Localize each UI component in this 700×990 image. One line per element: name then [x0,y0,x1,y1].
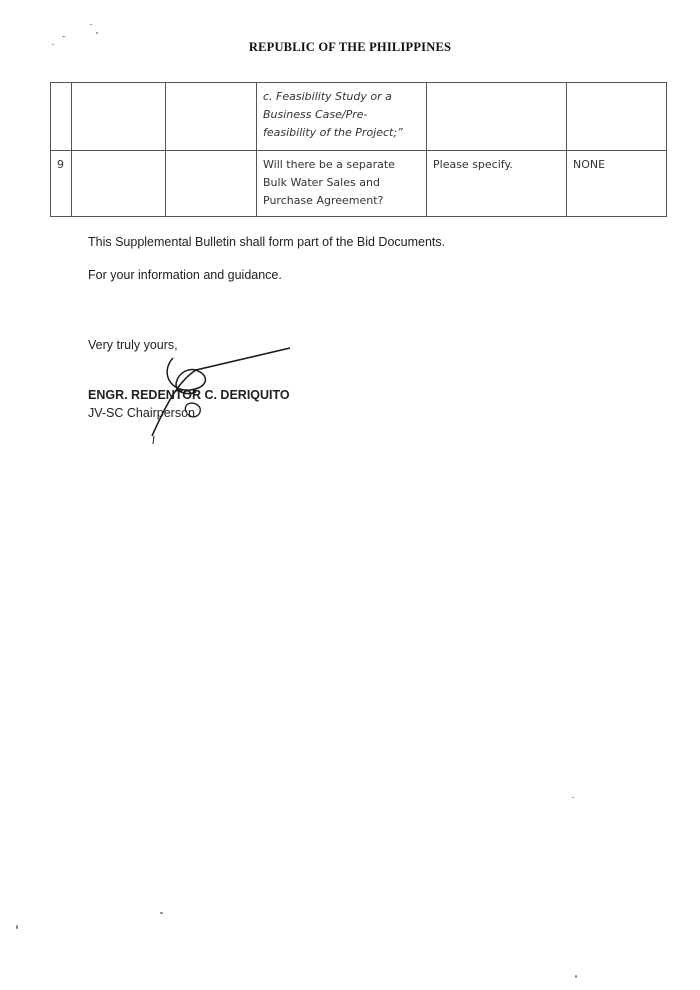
row-number-cell: 9 [51,151,72,217]
bulletin-table [50,82,667,217]
table-cell [166,83,257,151]
signatory-title: JV-SC Chairperson [88,406,195,420]
guidance-statement: For your information and guidance. [88,268,282,282]
scan-speck [90,24,92,25]
scan-speck [572,797,574,798]
table-cell [166,151,257,217]
response-cell: Please specify. [427,151,567,217]
remark-cell [567,83,667,151]
table-row [51,83,667,151]
closing-salutation: Very truly yours, [88,338,178,352]
page-header: REPUBLIC OF THE PHILIPPINES [248,40,452,54]
signatory-name: ENGR. REDENTOR C. DERIQUITO [88,388,290,402]
table-cell [72,151,166,217]
table-row [51,151,667,217]
scan-speck [16,925,18,929]
scan-speck [575,975,577,978]
row-number-cell [51,83,72,151]
table-cell [72,83,166,151]
scan-speck [62,36,65,37]
response-cell [427,83,567,151]
question-cell: Will there be a separate Bulk Water Sales and Purchase Agreement? [257,151,427,217]
remark-cell: NONE [567,151,667,217]
scan-speck [160,912,163,914]
scan-speck [96,32,98,34]
bulletin-statement: This Supplemental Bulletin shall form part of the Bid Documents. [88,235,446,249]
question-cell: c. Feasibility Study or a Business Case/Pre-feasibility of the Project;” [257,83,427,151]
